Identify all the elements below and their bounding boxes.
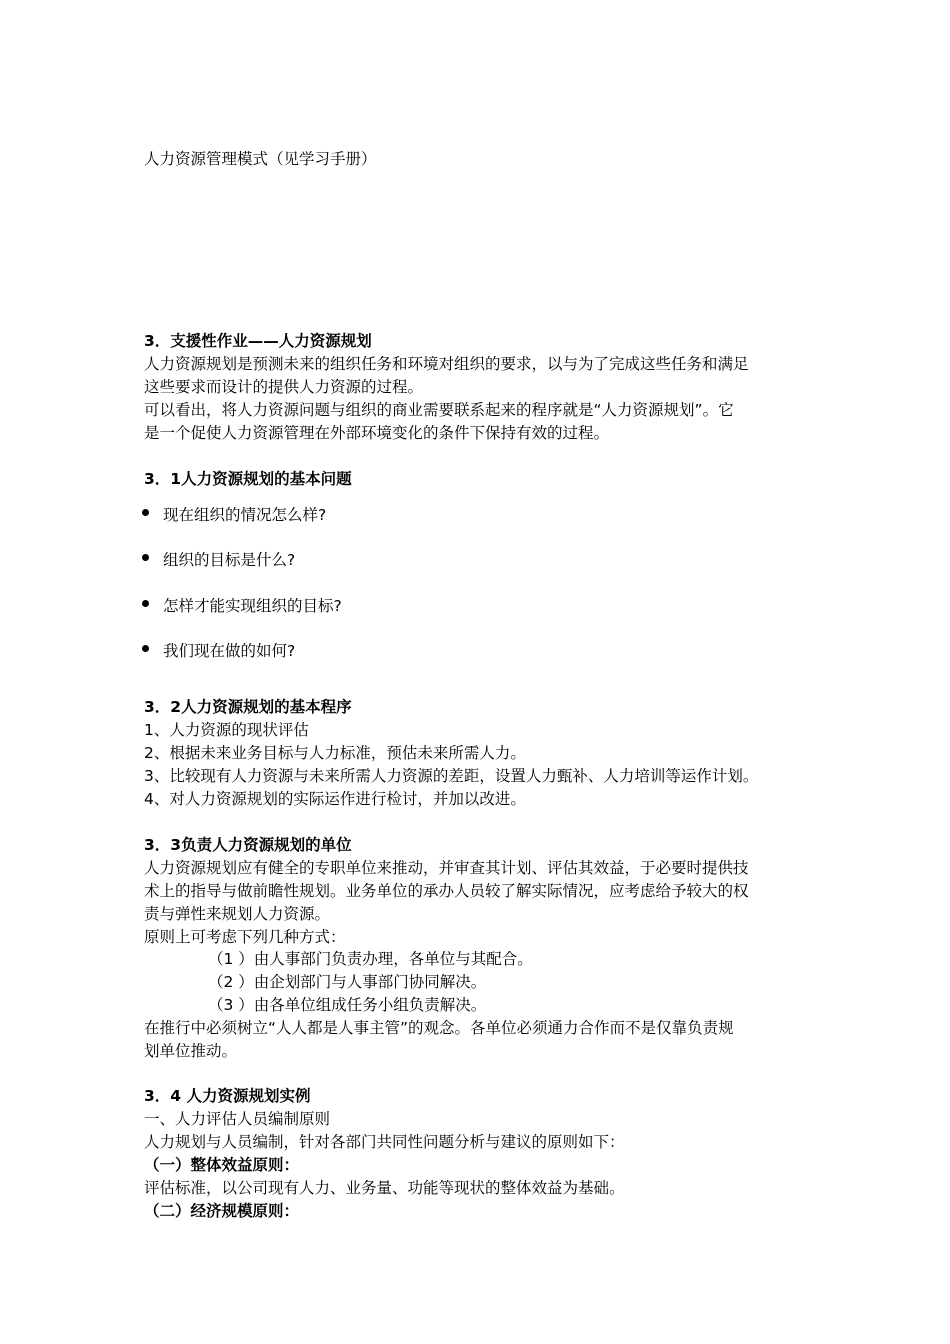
section-3-para2-line2: 是一个促使人力资源管理在外部环境变化的条件下保持有效的过程。 (144, 424, 610, 442)
section-3-4-heading: 3．4 人力资源规划实例 (144, 1087, 311, 1105)
section-3-4-subheading: 一、人力评估人员编制原则 (144, 1110, 331, 1128)
bullet-text: 我们现在做的如何? (163, 642, 296, 660)
procedure-item: 3、比较现有人力资源与未来所需人力资源的差距，设置人力甄补、人力培训等运作计划。 (144, 767, 759, 785)
section-3-para2-line1: 可以看出，将人力资源问题与组织的商业需要联系起来的程序就是“人力资源规划”。它 (144, 401, 734, 419)
bullet-text: 组织的目标是什么? (163, 551, 296, 569)
model-line: 人力资源管理模式（见学习手册） (144, 150, 377, 168)
bullet-item (142, 640, 295, 662)
section-3-3-para1-line3: 责与弹性来规划人力资源。 (144, 905, 331, 923)
bullet-item (142, 504, 326, 526)
section-3-3-para2-line2: 划单位推动。 (144, 1042, 238, 1060)
bullet-dot-icon (142, 509, 149, 516)
principle-1-text: 评估标准，以公司现有人力、业务量、功能等现状的整体效益为基础。 (144, 1179, 625, 1197)
procedure-item: 2、根据未来业务目标与人力标准，预估未来所需人力。 (144, 744, 526, 762)
section-3-3-para1-line2: 术上的指导与做前瞻性规划。业务单位的承办人员较了解实际情况，应考虑给予较大的权 (144, 882, 749, 900)
bullet-item (142, 549, 295, 571)
section-3-para1-line2: 这些要求而设计的提供人力资源的过程。 (144, 378, 424, 396)
option-item: （1 ）由人事部门负责办理，各单位与其配合。 (208, 950, 533, 968)
procedure-item: 4、对人力资源规划的实际运作进行检讨，并加以改进。 (144, 790, 526, 808)
bullet-dot-icon (142, 554, 149, 561)
section-3-3-heading: 3．3负责人力资源规划的单位 (144, 836, 352, 854)
principle-1-heading: （一）整体效益原则： (144, 1156, 300, 1174)
section-3-para1-line1: 人力资源规划是预测未来的组织任务和环境对组织的要求，以与为了完成这些任务和满足 (144, 355, 749, 373)
section-3-3-intro: 原则上可考虑下列几种方式： (144, 928, 346, 946)
bullet-dot-icon (142, 600, 149, 607)
section-3-3-para1-line1: 人力资源规划应有健全的专职单位来推动，并审查其计划、评估其效益，于必要时提供技 (144, 859, 749, 877)
option-item: （3 ）由各单位组成任务小组负责解决。 (208, 996, 487, 1014)
principle-2-heading: （二）经济规模原则： (144, 1202, 300, 1220)
section-3-4-intro: 人力规划与人员编制，针对各部门共同性问题分析与建议的原则如下： (144, 1133, 625, 1151)
procedure-item: 1、人力资源的现状评估 (144, 721, 309, 739)
section-3-1-heading: 3．1人力资源规划的基本问题 (144, 470, 352, 488)
bullet-text: 怎样才能实现组织的目标? (163, 597, 342, 615)
option-item: （2 ）由企划部门与人事部门协同解决。 (208, 973, 487, 991)
section-3-heading: 3．支援性作业——人力资源规划 (144, 332, 372, 350)
bullet-item (142, 595, 342, 617)
section-3-3-para2-line1: 在推行中必须树立“人人都是人事主管”的观念。各单位必须通力合作而不是仅靠负责规 (144, 1019, 734, 1037)
section-3-2-heading: 3．2人力资源规划的基本程序 (144, 698, 352, 716)
header-fragment (78, 0, 155, 2)
bullet-text: 现在组织的情况怎么样? (163, 506, 327, 524)
bullet-dot-icon (142, 645, 149, 652)
